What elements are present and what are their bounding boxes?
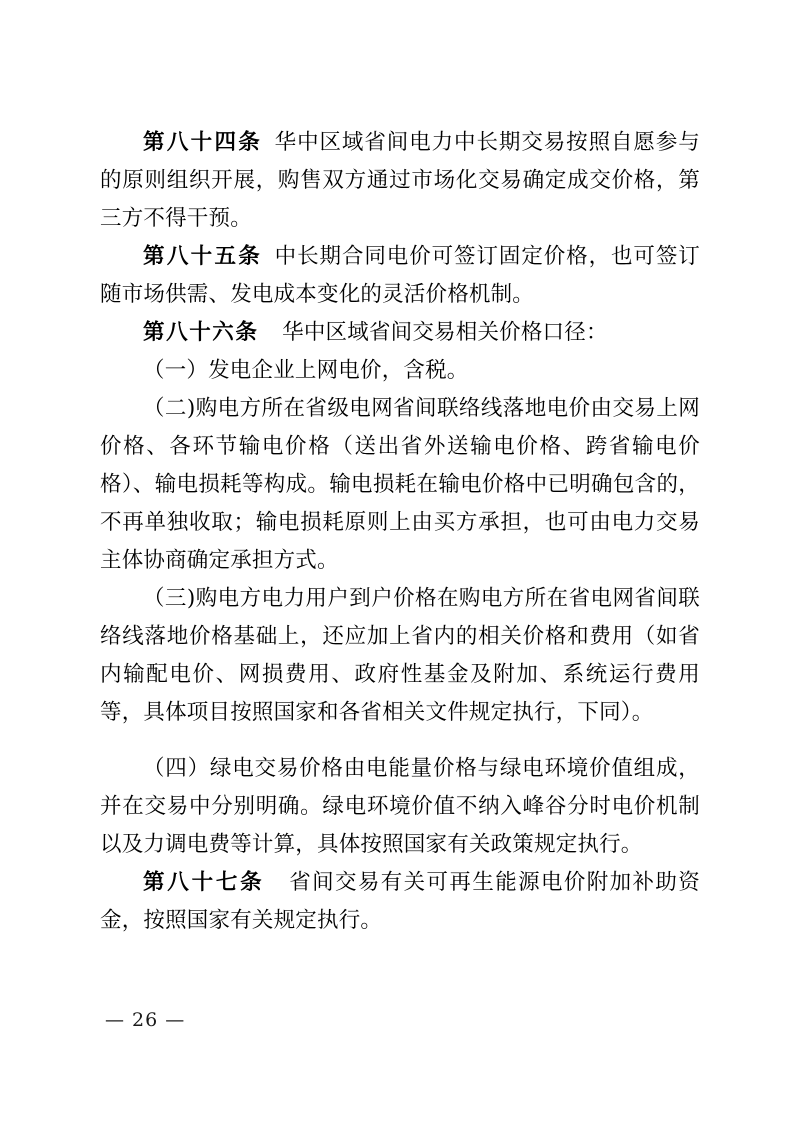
article-86-heading: 第八十六条 xyxy=(143,320,259,345)
article-86-paragraph xyxy=(100,314,700,352)
article-84-heading: 第八十四条 xyxy=(143,130,263,155)
clause-3-paragraph: （三)购电方电力用户到户价格在购电方所在省电网省间联络线落地价格基础上，还应加上省内的相关价格和费用（如省内输配电价、网损费用、政府性基金及附加、系统运行费用等，具体项目按照国家和各省相关文件规定执行，下同）。 xyxy=(100,586,700,725)
clause-1-paragraph: （一）发电企业上网电价，含税。 xyxy=(143,358,469,383)
article-87-heading: 第八十七条 xyxy=(143,870,265,895)
article-84-paragraph xyxy=(100,124,700,238)
document-body xyxy=(100,124,700,940)
page-footer: — 26 — xyxy=(105,1009,186,1031)
article-85-text: 中长期合同电价可签订固定价格，也可签订随市场供需、发电成本变化的灵活价格机制。 xyxy=(100,244,700,307)
article-85-heading: 第八十五条 xyxy=(143,244,263,269)
article-84-text: 华中区域省间电力中长期交易按照自愿参与的原则组织开展，购售双方通过市场化交易确定成交价格，第三方不得干预。 xyxy=(100,130,700,231)
article-87-paragraph xyxy=(100,864,700,940)
article-86-text: 华中区域省间交易相关价格口径： xyxy=(282,320,608,345)
clause-4-paragraph: （四）绿电交易价格由电能量价格与绿电环境价值组成，并在交易中分别明确。绿电环境价值不纳入峰谷分时电价机制以及力调电费等计算，具体按照国家有关政策规定执行。 xyxy=(100,756,700,857)
article-87-text: 省间交易有关可再生能源电价附加补助资金，按照国家有关规定执行。 xyxy=(100,870,700,933)
clause-2-paragraph: （二)购电方所在省级电网省间联络线落地电价由交易上网价格、各环节输电价格（送出省外送输电价格、跨省输电价格）、输电损耗等构成。输电损耗在输电价格中已明确包含的，不再单独收取；输电损耗原则上由买方承担，也可由电力交易主体协商确定承担方式。 xyxy=(100,396,700,573)
article-85-paragraph xyxy=(100,238,700,314)
